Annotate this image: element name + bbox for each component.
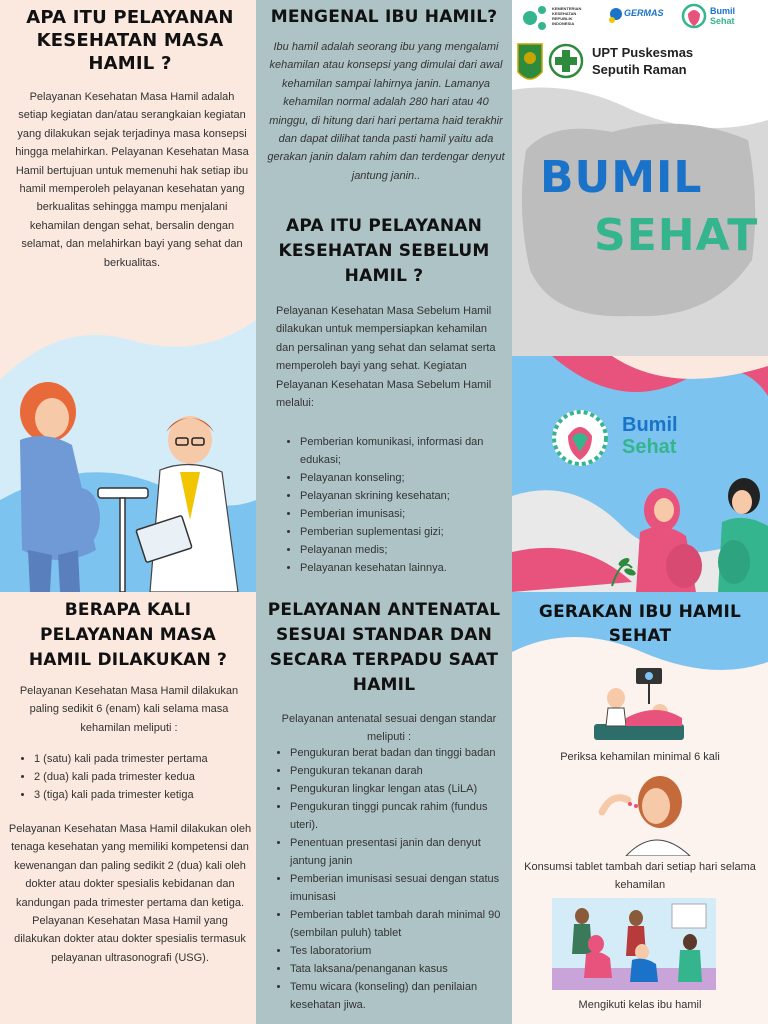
puskesmas-name: UPT Puskesmas Seputih Raman — [592, 45, 694, 77]
list-item: • Pengukuran berat badan dan tinggi badan — [290, 744, 508, 762]
svg-text:Bumil: Bumil — [710, 6, 736, 16]
badge-text-bumil: Bumil — [622, 414, 678, 436]
list-item: • Pengukuran lingkar lengan atas (LiLA) — [290, 780, 508, 798]
panel4-body-detail: Pelayanan Kesehatan Masa Hamil dilakukan oleh tenaga kesehatan yang memiliki kompetensi dan kewenangan dan paling sedikit 2 (dua) kali oleh dokter atau dokter spesialis kebidanan dan kandungan pada trimester pertama dan ketiga. Pelayanan Kesehatan Masa Hamil yang dilakukan dokter atau dokter spesialis termasuk pelayanan ultrasonografi (USG). — [8, 823, 252, 964]
panel-mengenal-ibu-hamil — [256, 0, 512, 592]
list-item: • Pelayanan skrining kesehatan; — [300, 487, 506, 505]
list-item: • Pemberian imunisasi; — [300, 505, 506, 523]
list-item: • Temu wicara (konseling) dan penilaian kesehatan jiwa. — [290, 978, 508, 1014]
panel4-list — [18, 750, 248, 804]
panel6-title: GERAKAN IBU HAMIL SEHAT — [538, 602, 742, 646]
kemenkes-logo-icon — [523, 6, 546, 30]
list-item: • 1 (satu) kali pada trimester pertama — [34, 750, 248, 768]
germas-logo-icon — [609, 8, 622, 23]
badge-text-sehat: Sehat — [622, 436, 677, 458]
list-item: • Pelayanan konseling; — [300, 469, 506, 487]
puskesmas-logo-icon — [550, 45, 582, 77]
panel2-body-sebelum-hamil: Pelayanan Kesehatan Masa Sebelum Hamil dilakukan untuk mempersiapkan kehamilan dan persalinan yang sehat dan selamat serta memperoleh bayi yang sehat. Kegiatan Pelayanan Kesehatan Masa Sebelum Hamil melalui: — [276, 305, 496, 410]
panel-gerakan-ibu-hamil — [512, 592, 768, 1024]
panel5-title: PELAYANAN ANTENATAL SESUAI STANDAR DAN SECARA TERPADU SAAT HAMIL — [267, 600, 501, 695]
list-item: • Tata laksana/penanganan kasus — [290, 960, 508, 978]
panel-berapa-kali — [0, 592, 256, 1024]
svg-text:INDONESIA: INDONESIA — [552, 21, 575, 26]
panel-pelayanan-masa-hamil — [0, 0, 256, 592]
cover-title-bumil: BUMIL — [540, 152, 703, 203]
panel2-list — [284, 433, 506, 577]
list-item: • Pelayanan medis; — [300, 541, 506, 559]
list-item: • Penentuan presentasi janin dan denyut jantung janin — [290, 834, 508, 870]
panel2-body-mengenal: Ibu hamil adalah seorang ibu yang mengalami kehamilan atau konsepsi yang dimulai dari awal kehamilan sampai lahirnya janin. Lamanya kehamilan normal adalah 280 hari atau 40 minggu, di hitung dari hari pertama haid terakhir dan dapat dilihat tanda pasti hamil yaitu ada gerakan janin dalam rahim dan terdengar denyut jantung janin.. — [267, 41, 505, 182]
panel-cover — [512, 0, 768, 592]
list-item: • Pemberian komunikasi, informasi dan edukasi; — [300, 433, 506, 469]
caption-periksa-kehamilan: Periksa kehamilan minimal 6 kali — [560, 751, 720, 763]
panel5-list — [274, 744, 508, 1014]
list-item: • 3 (tiga) kali pada trimester ketiga — [34, 786, 248, 804]
pregnant-women-illustration — [512, 356, 768, 592]
lampung-tengah-emblem-icon — [518, 44, 542, 79]
list-item: • Pengukuran tinggi puncak rahim (fundus uteri). — [290, 798, 508, 834]
prenatal-class-illustration — [552, 898, 716, 990]
list-item: • Pelayanan kesehatan lainnya. — [300, 559, 506, 577]
svg-text:KEMENTERIAN: KEMENTERIAN — [552, 6, 582, 11]
list-item: • Pengukuran tekanan darah — [290, 762, 508, 780]
doctor-consultation-illustration — [0, 300, 256, 592]
woman-taking-tablet-illustration — [582, 772, 702, 856]
svg-text:Sehat: Sehat — [710, 16, 735, 26]
panel2-title-mengenal: MENGENAL IBU HAMIL? — [270, 7, 498, 27]
panel-pelayanan-antenatal — [256, 592, 512, 1024]
panel4-title: BERAPA KALI PELAYANAN MASA HAMIL DILAKUKAN ? — [28, 600, 228, 670]
list-item: • Pemberian tablet tambah darah minimal 90 (sembilan puluh) tablet — [290, 906, 508, 942]
list-item: • 2 (dua) kali pada trimester kedua — [34, 768, 248, 786]
list-item: • Pemberian suplementasi gizi; — [300, 523, 506, 541]
panel2-title-sebelum-hamil: APA ITU PELAYANAN KESEHATAN SEBELUM HAMIL ? — [278, 216, 490, 286]
list-item: • Pemberian imunisasi sesuai dengan status imunisasi — [290, 870, 508, 906]
caption-kelas-ibu-hamil: Mengikuti kelas ibu hamil — [578, 999, 702, 1011]
ultrasound-checkup-illustration — [586, 662, 696, 744]
list-item: • Tes laboratorium — [290, 942, 508, 960]
panel5-body: Pelayanan antenatal sesuai dengan standar meliputi : — [281, 713, 497, 744]
svg-text:KESEHATAN: KESEHATAN — [552, 11, 577, 16]
cover-title-sehat: SEHAT — [594, 210, 759, 261]
panel1-title: APA ITU PELAYANAN KESEHATAN MASA HAMIL ? — [26, 7, 234, 74]
germas-logo-text: GERMAS — [624, 8, 664, 18]
caption-tablet-tambah-darah: Konsumsi tablet tambah dari setiap hari selama kehamilan — [524, 861, 756, 891]
panel4-body-intro: Pelayanan Kesehatan Masa Hamil dilakukan paling sedikit 6 (enam) kali selama masa kehamilan meliputi : — [19, 685, 239, 734]
svg-text:REPUBLIK: REPUBLIK — [552, 16, 573, 21]
panel1-body: Pelayanan Kesehatan Masa Hamil adalah setiap kegiatan dan/atau serangkaian kegiatan yang dilakukan sejak terjadinya masa konsepsi hingga melahirkan. Pelayanan Kesehatan Masa Hamil bertujuan untuk memenuhi hak setiap ibu hamil memperoleh pelayanan kesehatan yang berkualitas sehingga mampu menjalani kehamilan dengan sehat, bersalin dengan selamat, dan melahirkan bayi yang sehat dan berkualitas. — [15, 91, 249, 269]
bumil-sehat-small-logo-icon — [683, 5, 705, 27]
